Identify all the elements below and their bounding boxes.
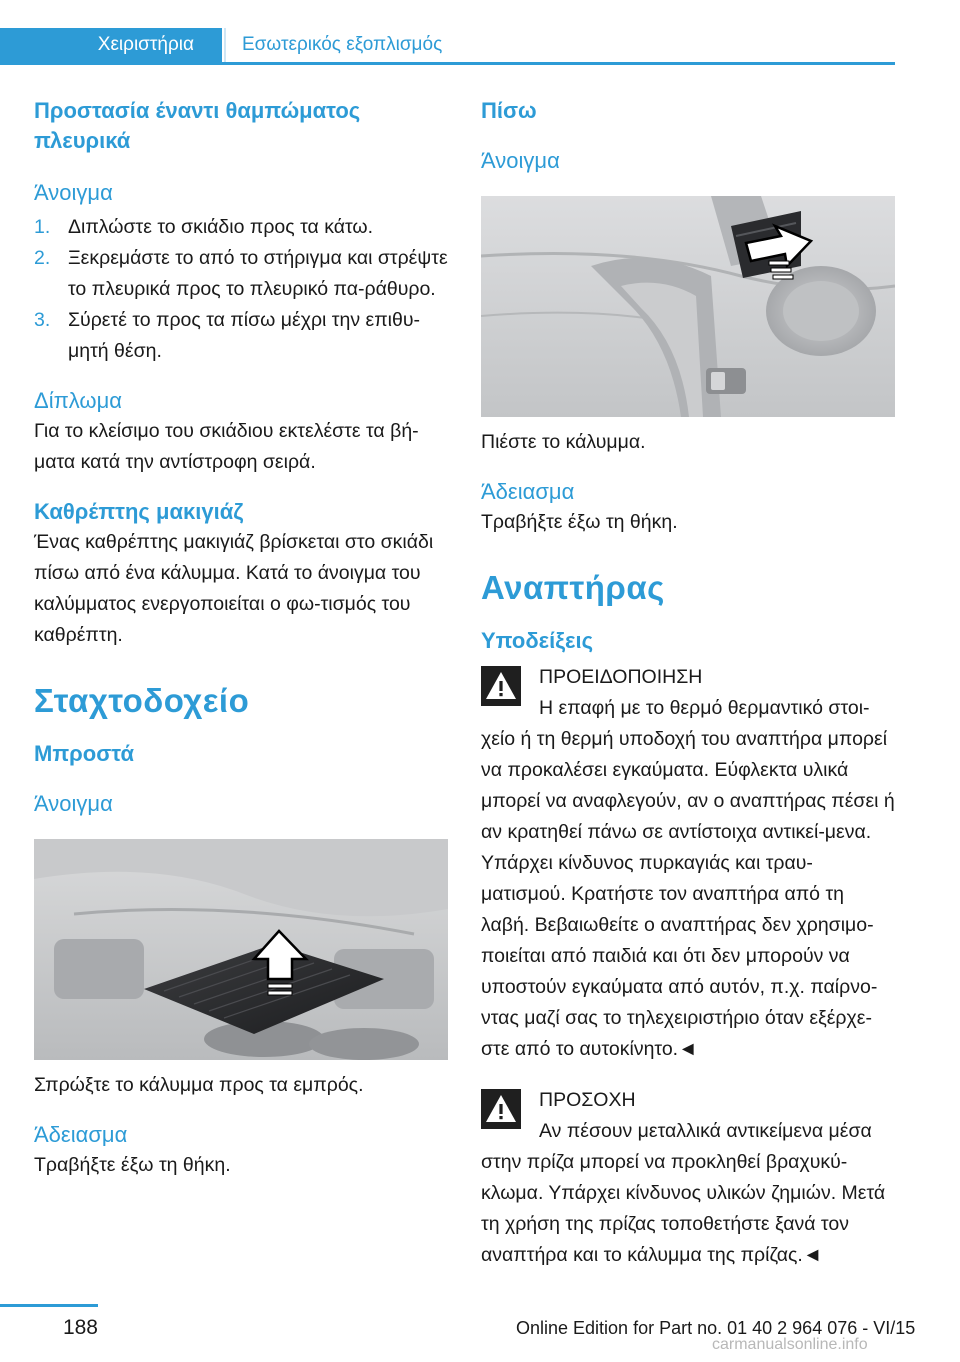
right-column (481, 96, 897, 1271)
step-item (34, 305, 450, 367)
front-ashtray-image (34, 839, 448, 1060)
warning-block (481, 662, 897, 1065)
step-item (34, 212, 450, 243)
step-item (34, 243, 450, 305)
caution-label: ΠΡΟΣΟΧΗ (539, 1089, 636, 1111)
warning-text-first: Η επαφή με το θερμό θερμαντικό στοι‐ (539, 697, 870, 719)
footer-rule (0, 1304, 98, 1307)
header-tab-bar (0, 28, 895, 65)
folding-subtitle: Δίπλωμα (34, 388, 122, 413)
step-number: 2. (34, 247, 51, 269)
rear-emptying-text: Τραβήξτε έξω τη θήκη. (481, 511, 678, 533)
step-text: Ξεκρεμάστε το από το στήριγμα και στρέψτε το πλευρικά προς το πλευρικό πα‐ράθυρο. (68, 247, 448, 300)
left-column (34, 96, 450, 1181)
rear-title: Πίσω (481, 98, 537, 123)
vanity-mirror-title: Καθρέπτης μακιγιάζ (34, 499, 244, 524)
notes-title: Υποδείξεις (481, 628, 594, 653)
rear-opening-subtitle: Άνοιγμα (481, 148, 560, 173)
front-title: Μπροστά (34, 741, 134, 766)
step-text: Σύρετέ το προς τα πίσω μέχρι την επιθυ‐μητή θέση. (68, 309, 420, 362)
step-number: 1. (34, 216, 51, 238)
edition-text: Online Edition for Part no. 01 40 2 964 076 - VI/15 (516, 1318, 916, 1338)
side-sunshade-title: Προστασία έναντι θαμπώματος πλευρικά (34, 98, 361, 153)
caution-text: στην πρίζα μπορεί να προκληθεί βραχυκύ‐κλωμα. Υπάρχει κίνδυνος υλικών ζημιών. Μετά τη χρήση της πρίζας τοποθετήστε ξανά τον αναπτήρα και το κάλυμμα της πρίζας.◄ (481, 1151, 886, 1266)
front-opening-subtitle: Άνοιγμα (34, 791, 113, 816)
rear-emptying-subtitle: Άδειασμα (481, 479, 575, 504)
tab-interior-equipment[interactable]: Εσωτερικός εξοπλισμός (242, 34, 443, 55)
tab-controls[interactable]: Χειριστήρια (0, 28, 222, 62)
lighter-title: Αναπτήρας (481, 569, 665, 606)
front-emptying-text: Τραβήξτε έξω τη θήκη. (34, 1154, 231, 1176)
vanity-mirror-text: Ένας καθρέπτης μακιγιάζ βρίσκεται στο σκιάδι πίσω από ένα κάλυμμα. Κατά το άνοιγμα του καλύμματος ενεργοποιείται ο φω‐τισμός του καθρέπτη. (34, 531, 434, 646)
opening-subtitle: Άνοιγμα (34, 180, 113, 205)
ashtray-title: Σταχτοδοχείο (34, 682, 250, 719)
page-number: 188 (62, 1316, 98, 1339)
caution-text-first: Αν πέσουν μεταλλικά αντικείμενα μέσα (539, 1120, 872, 1142)
warning-label: ΠΡΟΕΙΔΟΠΟΙΗΣΗ (539, 666, 703, 688)
watermark: carmanualsonline.info (712, 1336, 868, 1353)
step-text: Διπλώστε το σκιάδιο προς τα κάτω. (68, 216, 374, 238)
rear-caption: Πιέστε το κάλυμμα. (481, 431, 646, 453)
opening-steps-list (34, 212, 450, 367)
step-number: 3. (34, 309, 51, 331)
warning-text: χείο ή τη θερμή υποδοχή του αναπτήρα μπορεί να προκαλέσει εγκαύματα. Εύφλεκτα υλικά μπορεί να αναφλεγούν, αν ο αναπτήρας πέσει ή αν κρατηθεί πάνω σε αντίστοιχα αντικεί‐μενα. Υπάρχει κίνδυνος πυρκαγιάς και τραυ‐ματισμού. Κρατήστε τον αναπτήρα από τη λαβή. Βεβαιωθείτε ο αναπτήρας δεν χρησιμο‐ποιείται από παιδιά και ότι δεν μπορούν να υποστούν εγκαύματα από αυτόν, π.χ. παίρνο‐ντας μαζί σας το τηλεχειριστήριο όταν εξέρχε‐στε από το αυτοκίνητο.◄ (481, 728, 895, 1060)
caution-triangle-icon (481, 1089, 521, 1129)
caution-block (481, 1085, 897, 1271)
warning-triangle-icon (481, 666, 521, 706)
front-emptying-subtitle: Άδειασμα (34, 1122, 128, 1147)
front-caption: Σπρώξτε το κάλυμμα προς τα εμπρός. (34, 1074, 364, 1096)
folding-text: Για το κλείσιμο του σκιάδιου εκτελέστε τα βή‐ματα κατά την αντίστροφη σειρά. (34, 420, 419, 473)
rear-ashtray-image (481, 196, 895, 417)
